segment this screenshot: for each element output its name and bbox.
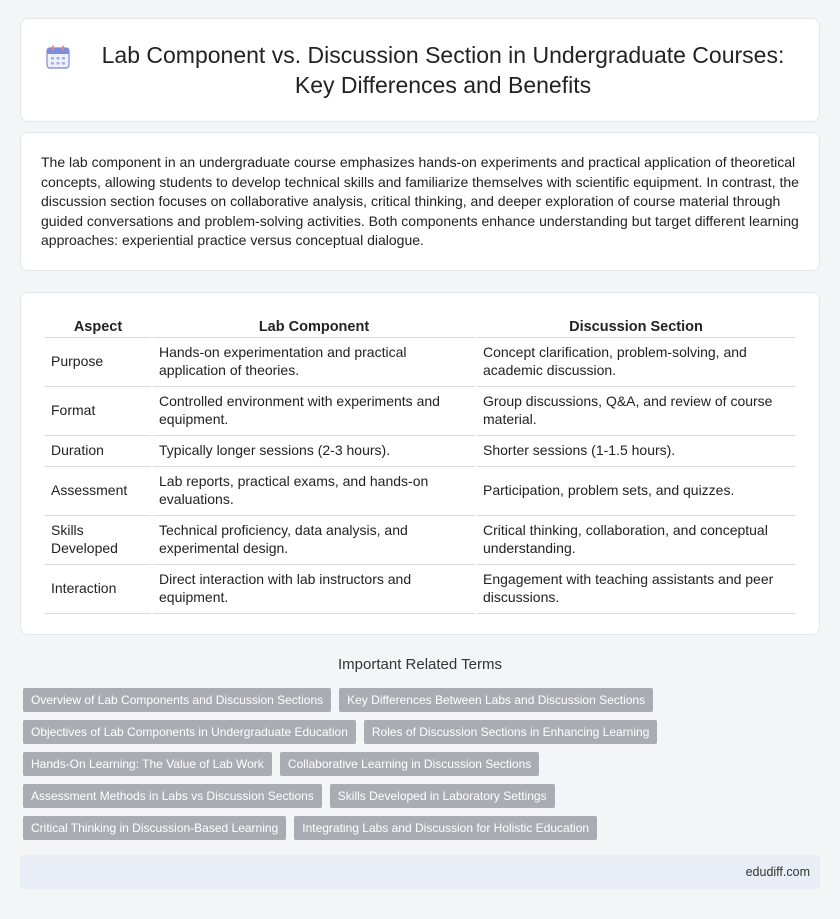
related-terms-list bbox=[23, 688, 823, 848]
cell-aspect: Assessment bbox=[45, 467, 151, 516]
cell-aspect: Format bbox=[45, 387, 151, 436]
table-row bbox=[45, 338, 795, 387]
related-terms-heading: Important Related Terms bbox=[338, 656, 502, 673]
related-term-tag[interactable]: Integrating Labs and Discussion for Holistic Education bbox=[294, 816, 597, 840]
cell-discussion: Critical thinking, collaboration, and conceptual understanding. bbox=[477, 516, 795, 565]
cell-lab: Technical proficiency, data analysis, and experimental design. bbox=[153, 516, 475, 565]
footer bbox=[20, 855, 820, 889]
table-row bbox=[45, 565, 795, 614]
cell-lab: Direct interaction with lab instructors and equipment. bbox=[153, 565, 475, 614]
intro-card bbox=[20, 132, 820, 271]
cell-aspect: Skills Developed bbox=[45, 516, 151, 565]
cell-aspect: Duration bbox=[45, 436, 151, 467]
cell-discussion: Shorter sessions (1-1.5 hours). bbox=[477, 436, 795, 467]
cell-discussion: Group discussions, Q&A, and review of course material. bbox=[477, 387, 795, 436]
table-header-row bbox=[45, 313, 795, 338]
cell-discussion: Participation, problem sets, and quizzes. bbox=[477, 467, 795, 516]
calendar-icon bbox=[45, 44, 71, 70]
cell-aspect: Interaction bbox=[45, 565, 151, 614]
comparison-table bbox=[43, 313, 797, 614]
related-term-tag[interactable]: Roles of Discussion Sections in Enhancing Learning bbox=[364, 720, 658, 744]
page-title: Lab Component vs. Discussion Section in Undergraduate Courses: Key Differences and Benefits bbox=[101, 42, 785, 98]
related-term-tag[interactable]: Critical Thinking in Discussion-Based Learning bbox=[23, 816, 286, 840]
header-discussion: Discussion Section bbox=[477, 313, 795, 338]
cell-discussion: Engagement with teaching assistants and peer discussions. bbox=[477, 565, 795, 614]
footer-site-link[interactable]: edudiff.com bbox=[745, 865, 810, 879]
table-row bbox=[45, 516, 795, 565]
cell-lab: Controlled environment with experiments and equipment. bbox=[153, 387, 475, 436]
table-row bbox=[45, 467, 795, 516]
table-row bbox=[45, 436, 795, 467]
cell-lab: Lab reports, practical exams, and hands-on evaluations. bbox=[153, 467, 475, 516]
header-lab: Lab Component bbox=[153, 313, 475, 338]
related-term-tag[interactable]: Key Differences Between Labs and Discussion Sections bbox=[339, 688, 653, 712]
header-aspect: Aspect bbox=[45, 313, 151, 338]
related-term-tag[interactable]: Assessment Methods in Labs vs Discussion Sections bbox=[23, 784, 322, 808]
comparison-card bbox=[20, 292, 820, 635]
header-card bbox=[20, 18, 820, 122]
cell-lab: Typically longer sessions (2-3 hours). bbox=[153, 436, 475, 467]
cell-discussion: Concept clarification, problem-solving, and academic discussion. bbox=[477, 338, 795, 387]
related-term-tag[interactable]: Objectives of Lab Components in Undergraduate Education bbox=[23, 720, 356, 744]
table-row bbox=[45, 387, 795, 436]
cell-lab: Hands-on experimentation and practical application of theories. bbox=[153, 338, 475, 387]
related-term-tag[interactable]: Collaborative Learning in Discussion Sections bbox=[280, 752, 539, 776]
related-term-tag[interactable]: Hands-On Learning: The Value of Lab Work bbox=[23, 752, 272, 776]
cell-aspect: Purpose bbox=[45, 338, 151, 387]
intro-paragraph: The lab component in an undergraduate course emphasizes hands-on experiments and practical application of theoretical concepts, allowing students to develop technical skills and familiarize themselves with scientific equipment. In contrast, the discussion section focuses on collaborative analysis, critical thinking, and deeper exploration of course material through guided conversations and problem-solving activities. Both components enhance understanding but target different learning approaches: experiential practice versus conceptual dialogue. bbox=[41, 154, 799, 249]
related-term-tag[interactable]: Overview of Lab Components and Discussion Sections bbox=[23, 688, 331, 712]
related-term-tag[interactable]: Skills Developed in Laboratory Settings bbox=[330, 784, 555, 808]
